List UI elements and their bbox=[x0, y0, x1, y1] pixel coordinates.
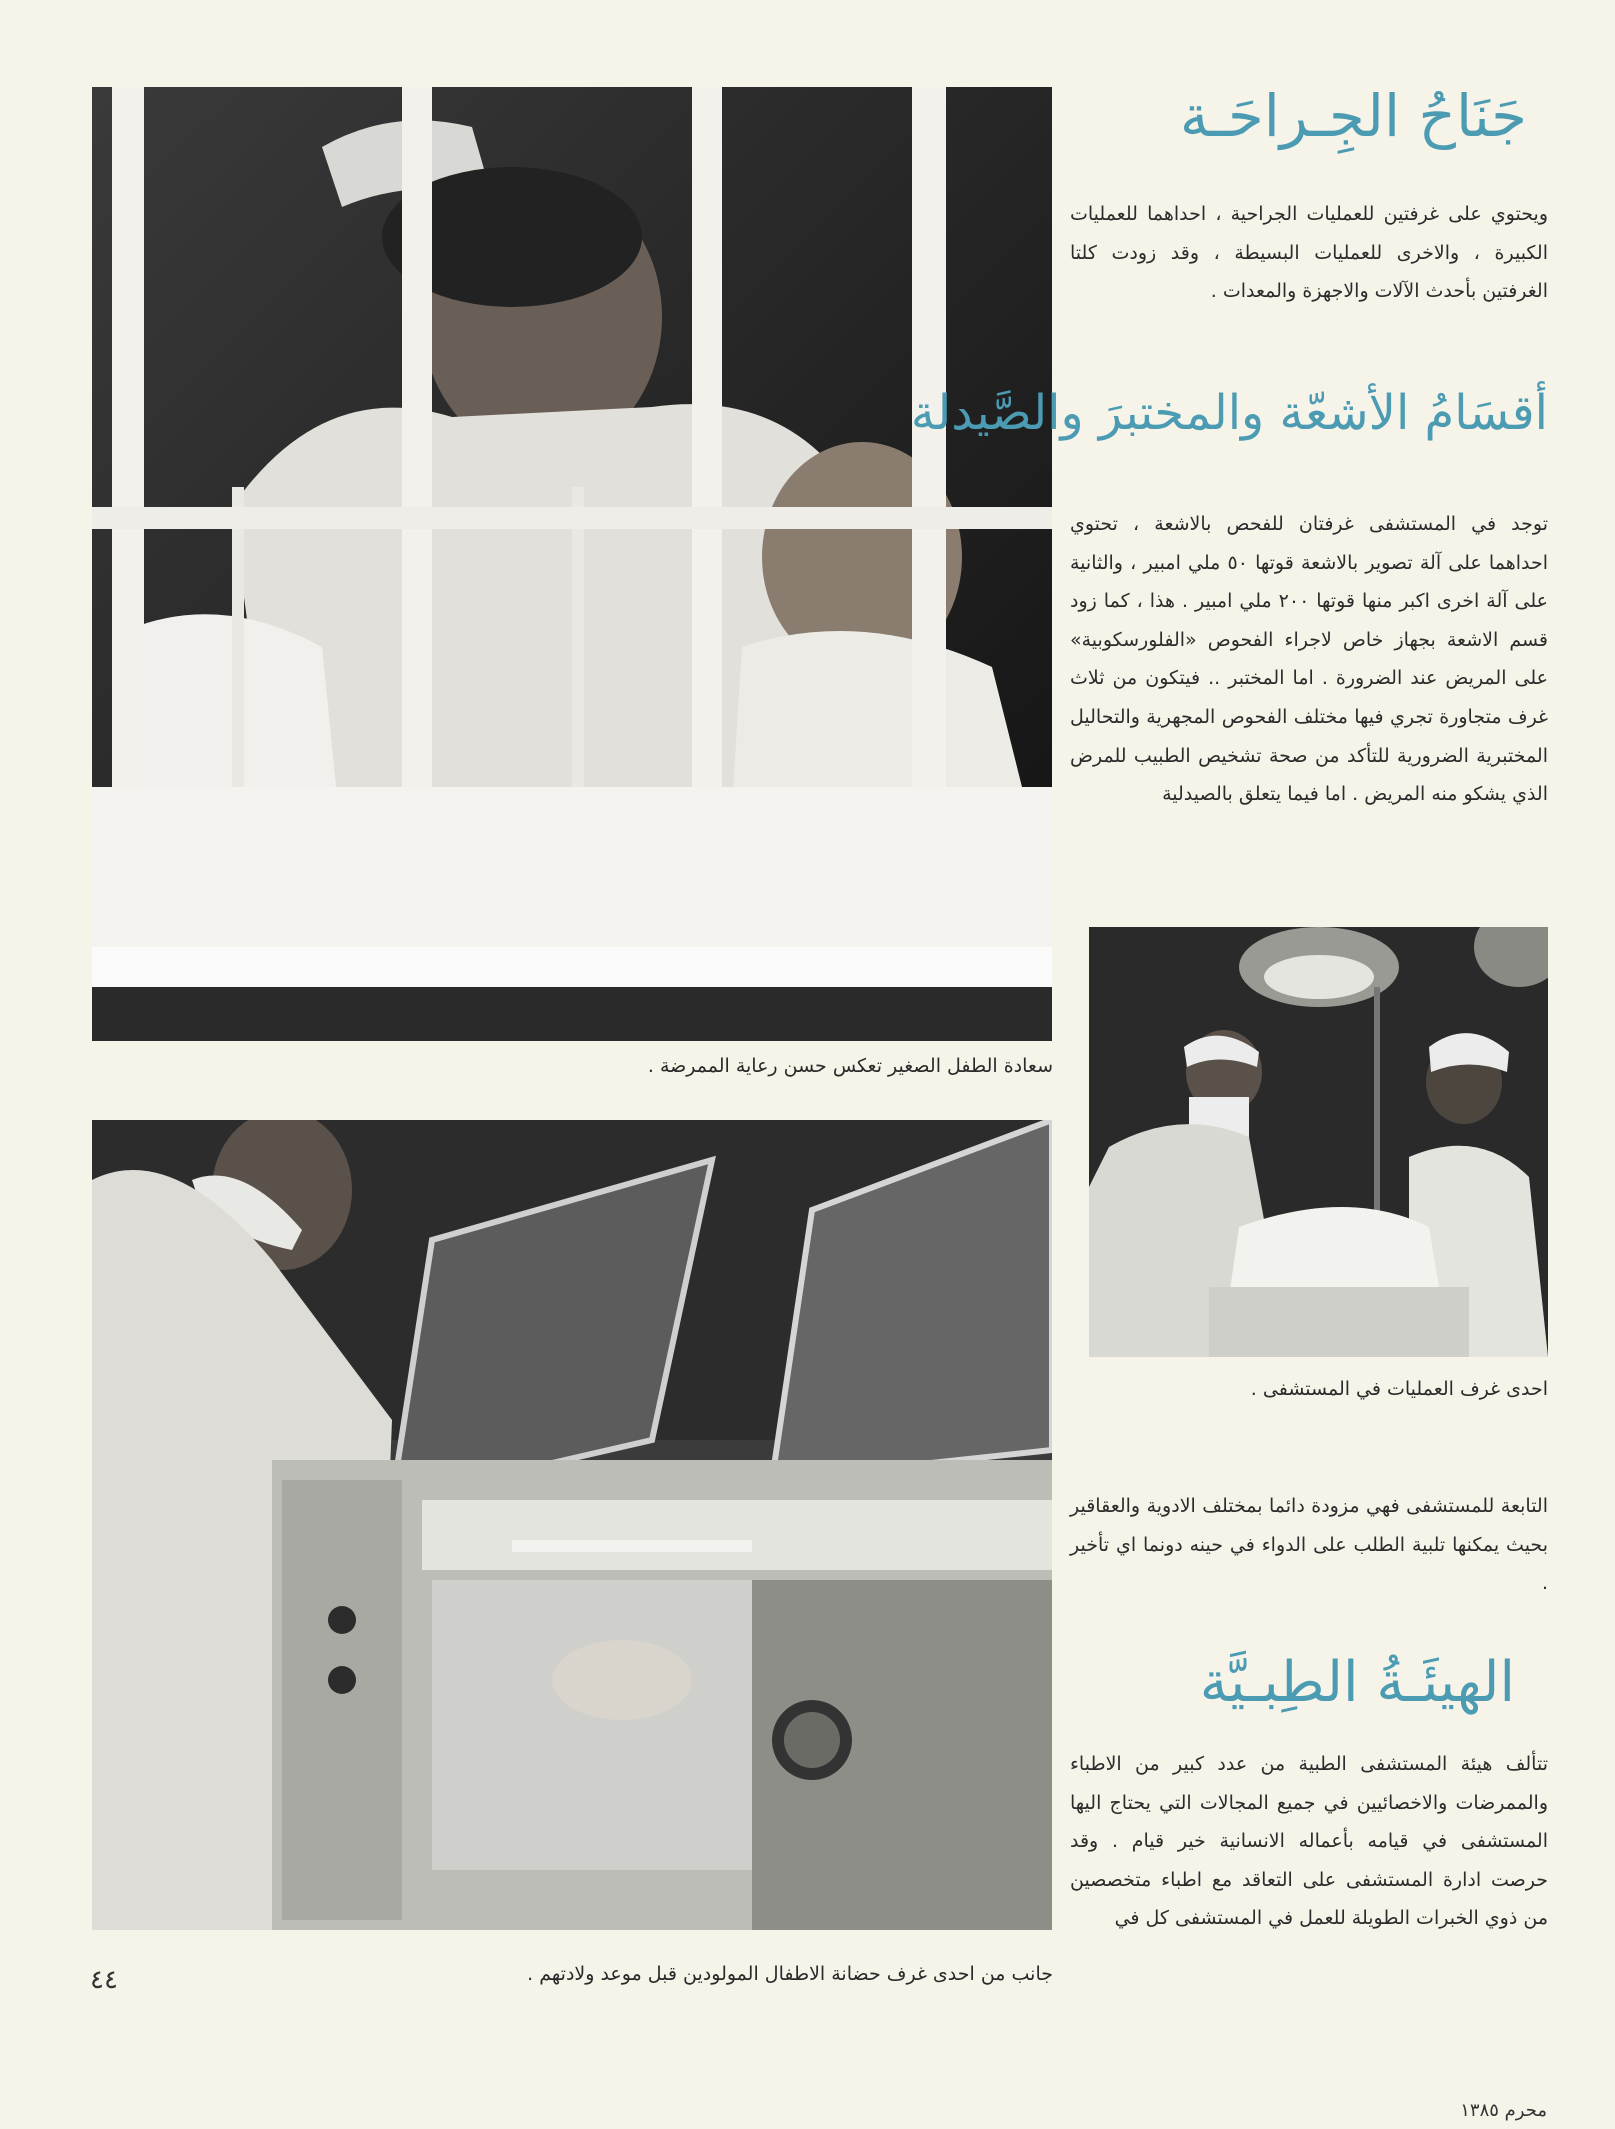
issue-date: محرم ١٣٨٥ bbox=[1460, 2100, 1547, 2121]
paragraph-surgery-wing: ويحتوي على غرفتين للعمليات الجراحية ، احداهما للعمليات الكبيرة ، والاخرى للعمليات البسيطة ، وقد زودت كلتا الغرفتين بأحدث الآلات والاجهزة والمعدات . bbox=[1070, 203, 1548, 303]
photo-incubator bbox=[92, 1120, 1052, 1930]
paragraph-radiology-lab: توجد في المستشفى غرفتان للفحص بالاشعة ، تحتوي احداهما على آلة تصوير بالاشعة قوتها ٥٠ ملي امبير ، والثانية على آلة اخرى اكبر منها قوتها ٢٠٠ ملي امبير . هذا ، كما زود قسم الاشعة بجهاز خاص لاجراء الفحوص «الفلورسكوبية» على المريض عند الضرورة . اما المختبر .. فيتكون من ثلاث غرف متجاورة تجري فيها مختلف الفحوص المجهرية والتحاليل المختبرية الضرورية للتأكد من صحة تشخيص الطبيب للمرض الذي يشكو منه المريض . اما فيما يتعلق بالصيدلية bbox=[1070, 513, 1548, 806]
nurse-child-image bbox=[92, 87, 1052, 1041]
heading-medical-staff: الهيئَـةُ الطِبـيَّة bbox=[1199, 1650, 1515, 1715]
operating-room-image bbox=[1089, 927, 1548, 1357]
heading-surgery-wing: جَنَاحُ الجِـراحَـة bbox=[1179, 82, 1527, 150]
caption-incubator: جانب من احدى غرف حضانة الاطفال المولودين قبل موعد ولادتهم . bbox=[527, 1963, 1053, 1985]
photo-nurse-child bbox=[92, 87, 1052, 1041]
caption-nurse-child: سعادة الطفل الصغير تعكس حسن رعاية الممرضة . bbox=[647, 1055, 1053, 1077]
paragraph-medical-staff: تتألف هيئة المستشفى الطبية من عدد كبير من الاطباء والممرضات والاخصائيين في جميع المجالات التي يحتاج اليها المستشفى في قيامه بأعماله الانسانية خير قيام . وقد حرصت ادارة المستشفى على التعاقد مع اطباء متخصصين من ذوي الخبرات الطويلة للعمل في المستشفى كل في bbox=[1070, 1753, 1548, 1930]
caption-operating-room: احدى غرف العمليات في المستشفى . bbox=[1250, 1378, 1548, 1400]
incubator-image bbox=[92, 1120, 1052, 1930]
page-number: ٤٤ bbox=[90, 1965, 118, 1995]
photo-operating-room bbox=[1089, 927, 1548, 1357]
heading-radiology-lab-pharmacy: أقسَامُ الأشعّة والمختبرَ والصَّيدلة bbox=[910, 385, 1548, 441]
paragraph-pharmacy: التابعة للمستشفى فهي مزودة دائما بمختلف الادوية والعقاقير بحيث يمكنها تلبية الطلب على الدواء في حينه دونما اي تأخير . bbox=[1070, 1495, 1548, 1595]
